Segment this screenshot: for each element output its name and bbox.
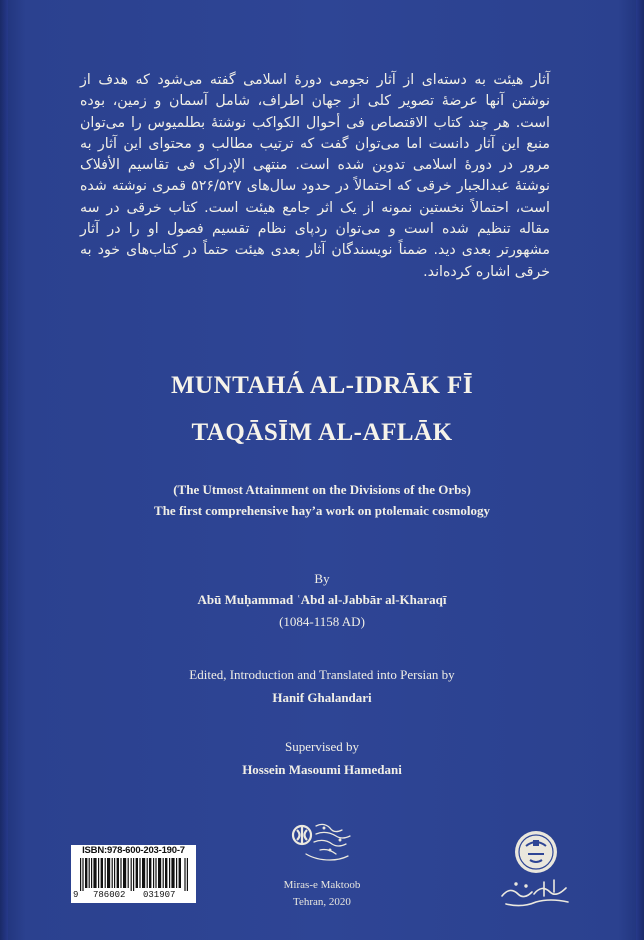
publisher-name: Miras-e Maktoob	[283, 879, 361, 891]
isbn-text: ISBN:978-600-203-190-7	[82, 845, 185, 856]
author-dates: (1084-1158 AD)	[279, 614, 365, 629]
barcode-digit-prefix: 9	[73, 890, 79, 900]
author-name: Abū Muḥammad ʿAbd al-Jabbār al-Kharaqī	[197, 592, 447, 607]
persian-description	[80, 70, 550, 283]
title-line-1: MUNTAHÁ AL-IDRĀK FĪ	[170, 372, 474, 399]
english-subtitle: (The Utmost Attainment on the Divisions of the Orbs)	[173, 482, 471, 497]
edited-by-label: Edited, Introduction and Translated into Persian by	[189, 667, 455, 682]
supervised-by-label: Supervised by	[284, 739, 360, 754]
publisher-place-year: Tehran, 2020	[293, 896, 351, 908]
editor-name: Hanif Ghalandari	[272, 690, 372, 705]
tagline: The first comprehensive hay’a work on ptolemaic cosmology	[154, 503, 490, 518]
supervisor-name: Hossein Masoumi Hamedani	[242, 762, 402, 777]
title-line-2: TAQĀSĪM AL-AFLĀK	[191, 419, 453, 446]
miras-maktoob-logo	[286, 820, 356, 872]
left-edge-shadow	[0, 0, 8, 940]
persian-paragraph: آثار هیئت به دسته‌ای از آثار نجومی دورهٔ اسلامی گفته می‌شود که هدف از نوشتن آنها عرضهٔ تصویر کلی از جهان اطراف، شامل آسمان و زمین، بوده است. هر چند کتاب الاقتصاص فی أحوال الکواکب نوشتهٔ بطلمیوس را می‌توان منبع این آثار دانست اما می‌توان گفت که ترتیب مطالب و محتوای این آثار به مرور در دورهٔ اسلامی تدوین شده است. منتهی الإدراک فی تقاسیم الأفلاک نوشتهٔ عبدالجبار خرقی که احتمالاً در حدود سال‌های ۵۲۶/۵۲۷ قمری نوشته شده است، احتمالاً نخستین نمونه از یک اثر جامع هیئت است. کتاب خرقی در سه مقاله تنظیم شده است و می‌توان ردپای نظام تقسیم فصول او را در آثار مشهورتر بعدی دید. ضمناً نویسندگان آثار بعدی هیئت حتماً در کتاب‌های خود به خرقی اشاره کرده‌اند.	[80, 72, 550, 280]
university-history-institute-logo	[496, 822, 576, 912]
barcode-digits-right: 031907	[143, 890, 176, 900]
isbn-barcode-block	[71, 845, 196, 903]
by-label: By	[314, 571, 330, 586]
barcode-digits-left: 786002	[93, 890, 126, 900]
right-edge-shadow	[636, 0, 644, 940]
